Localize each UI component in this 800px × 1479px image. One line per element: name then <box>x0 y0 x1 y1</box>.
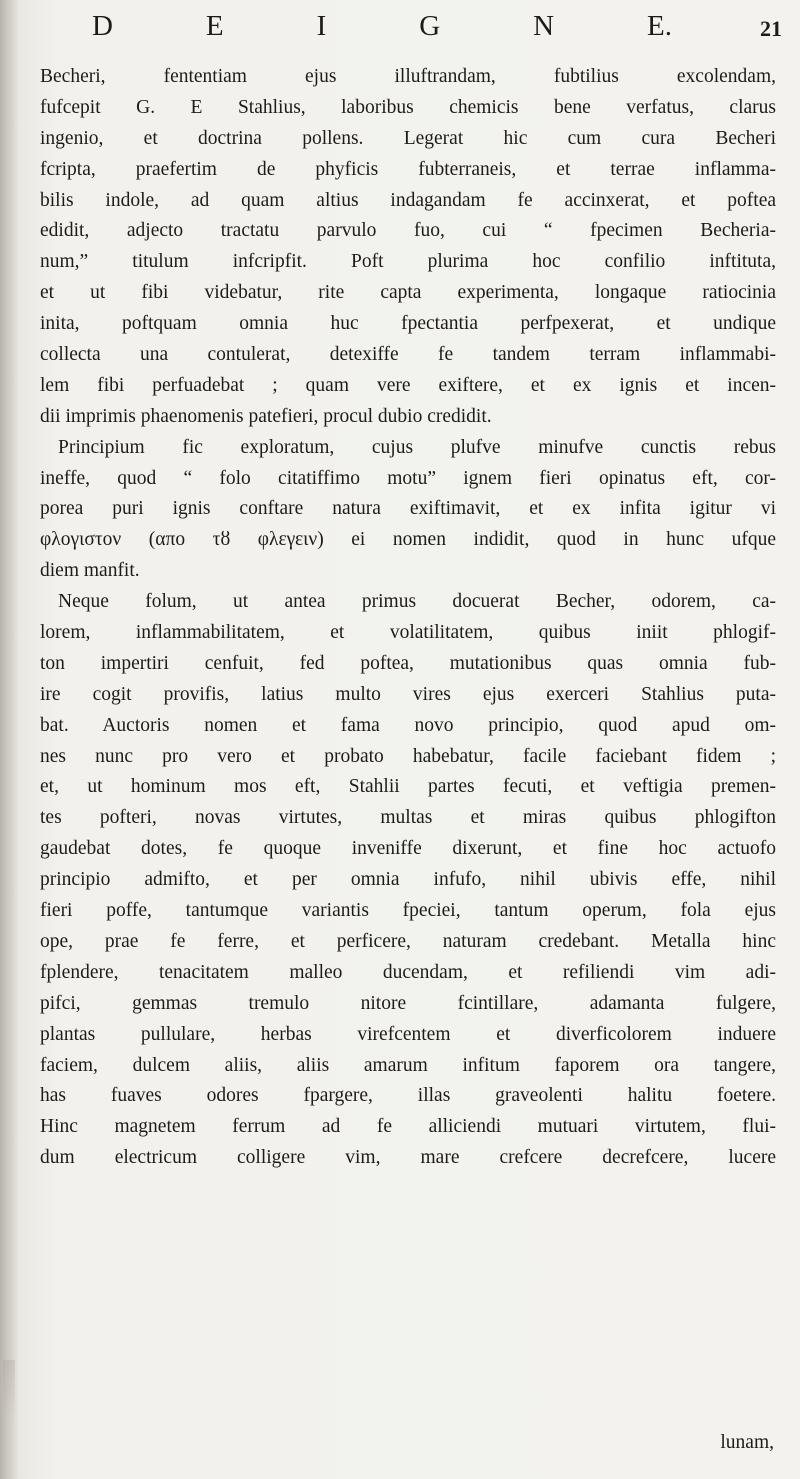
text-line: et, ut hominum mos eft, Stahlii partes fecuti, et veftigia premen- <box>40 776 776 798</box>
catchword: lunam, <box>720 1432 774 1453</box>
text-line: has fuaves odores fpargere, illas graveolenti halitu foetere. <box>40 1085 776 1107</box>
running-title-letter: D <box>92 10 113 42</box>
text-line: plantas pullulare, herbas virefcentem et diverficolorem induere <box>40 1023 776 1045</box>
running-title-letter: N <box>533 10 555 42</box>
text-line: et ut fibi videbatur, rite capta experimenta, longaque ratiocinia <box>40 282 776 304</box>
text-line: bat. Auctoris nomen et fama novo principio, quod apud om- <box>40 714 776 736</box>
text-line: fieri poffe, tantumque variantis fpeciei, tantum operum, fola ejus <box>40 900 776 922</box>
text-line: ingenio, et doctrina pollens. Legerat hic cum cura Becheri <box>40 127 776 149</box>
text-line: dii imprimis phaenomenis patefieri, procul dubio credidit. <box>40 405 492 427</box>
text-line: gaudebat dotes, fe quoque inveniffe dixerunt, et fine hoc actuofo <box>40 838 776 860</box>
paper-stain <box>3 1360 15 1420</box>
running-title-letter: E. <box>647 10 672 42</box>
text-line: num,” titulum infcripfit. Poft plurima hoc confilio inftituta, <box>40 251 776 273</box>
text-line: Hinc magnetem ferrum ad fe alliciendi mutuari virtutem, flui- <box>40 1116 776 1138</box>
text-line: bilis indole, ad quam altius indagandam fe accinxerat, et poftea <box>40 189 776 211</box>
text-line: pifci, gemmas tremulo nitore fcintillare, adamanta fulgere, <box>40 992 776 1014</box>
running-title-letter: I <box>316 10 327 42</box>
text-line: edidit, adjecto tractatu parvulo fuo, cui “ fpecimen Becheria- <box>40 220 776 242</box>
text-line: fplendere, tenacitatem malleo ducendam, et refiliendi vim adi- <box>40 961 776 983</box>
text-line: collecta una contulerat, detexiffe fe tandem terram inflammabi- <box>40 344 776 366</box>
text-line: dum electricum colligere vim, mare crefcere decrefcere, lucere <box>40 1147 776 1169</box>
page-number: 21 <box>760 16 782 41</box>
running-title <box>92 10 672 43</box>
text-line: Neque folum, ut antea primus docuerat Becher, odorem, ca- <box>58 591 776 613</box>
text-line: inita, poftquam omnia huc fpectantia perfpexerat, et undique <box>40 313 776 335</box>
running-title-letter: E <box>205 10 224 42</box>
page-header <box>0 10 800 50</box>
text-line: ton impertiri cenfuit, fed poftea, mutationibus quas omnia fub- <box>40 652 776 674</box>
running-title-letter: G <box>419 10 441 42</box>
text-line: lem fibi perfuadebat ; quam vere exiftere, et ex ignis et incen- <box>40 374 776 396</box>
text-line: ope, prae fe ferre, et perficere, naturam credebant. Metalla hinc <box>40 930 776 952</box>
text-line: nes nunc pro vero et probato habebatur, facile faciebant fidem ; <box>40 745 776 767</box>
text-line: principio admifto, et per omnia infufo, nihil ubivis effe, nihil <box>40 869 776 891</box>
text-line: φλογιστον (απο τȣ φλεγειν) ei nomen indidit, quod in hunc ufque <box>40 529 776 551</box>
text-line: lorem, inflammabilitatem, et volatilitatem, quibus iniit phlogif- <box>40 622 776 644</box>
text-line: fcripta, praefertim de phyficis fubterraneis, et terrae inflamma- <box>40 158 776 180</box>
text-line: faciem, dulcem aliis, aliis amarum infitum faporem ora tangere, <box>40 1054 776 1076</box>
text-line: ineffe, quod “ folo citatiffimo motu” ignem fieri opinatus eft, cor- <box>40 467 776 489</box>
text-line: ire cogit provifis, latius multo vires ejus exerceri Stahlius puta- <box>40 683 776 705</box>
text-line: porea puri ignis conftare natura exiftimavit, et ex infita igitur vi <box>40 498 776 520</box>
text-line: diem manfit. <box>40 560 140 582</box>
text-line: fufcepit G. E Stahlius, laboribus chemicis bene verfatus, clarus <box>40 96 776 118</box>
text-line: Principium fic exploratum, cujus plufve minufve cunctis rebus <box>58 436 776 458</box>
text-line: Becheri, fententiam ejus illuftrandam, fubtilius excolendam, <box>40 66 776 87</box>
page-gutter-shadow <box>0 0 18 1479</box>
text-line: tes pofteri, novas virtutes, multas et miras quibus phlogifton <box>40 807 776 829</box>
body-text <box>40 62 776 1174</box>
